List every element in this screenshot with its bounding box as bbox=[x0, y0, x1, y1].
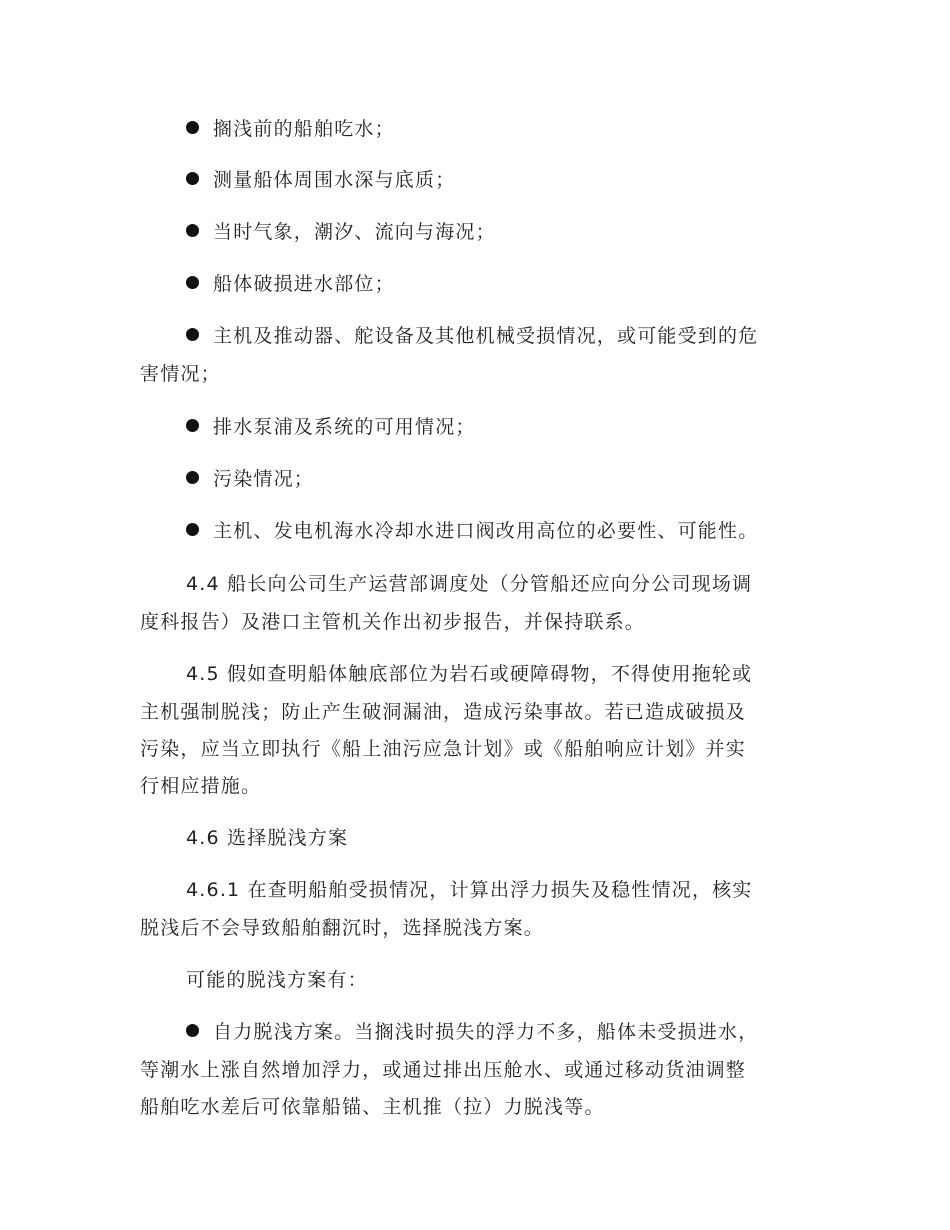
bullet-item bbox=[186, 324, 856, 348]
bullet-text: 主机、发电机海水冷却水进口阀改用高位的必要性、可能性。 bbox=[213, 520, 759, 542]
paragraph-4-5-line: 主机强制脱浅；防止产生破洞漏油，造成污染事故。若已造成破损及 bbox=[140, 701, 747, 723]
paragraph-4-4-line: 4.4 船长向公司生产运营部调度处（分管船还应向分公司现场调 bbox=[186, 573, 753, 595]
paragraph-4-5-line: 4.5 假如查明船体触底部位为岩石或硬障碍物，不得使用拖轮或 bbox=[186, 663, 753, 685]
bullet-icon bbox=[186, 276, 199, 289]
bullet-text: 当时气象，潮汐、流向与海况； bbox=[213, 221, 496, 243]
bullet-text: 主机及推动器、舵设备及其他机械受损情况，或可能受到的危 bbox=[213, 325, 759, 347]
bullet-text: 测量船体周围水深与底质； bbox=[213, 169, 456, 191]
bullet-icon bbox=[186, 172, 199, 185]
bullet-icon bbox=[186, 419, 199, 432]
bullet-icon bbox=[186, 523, 199, 536]
paragraph-4-5-line: 行相应措施。 bbox=[140, 775, 262, 797]
bullet-item bbox=[186, 1020, 856, 1044]
bullet-item bbox=[186, 117, 856, 141]
bullet-icon bbox=[186, 224, 199, 237]
bullet-item bbox=[186, 415, 856, 439]
bullet-icon bbox=[186, 471, 199, 484]
paragraph-4-6-1-line: 脱浅后不会导致船舶翻沉时，选择脱浅方案。 bbox=[140, 917, 545, 939]
bullet-item bbox=[186, 220, 856, 244]
bullet-text: 船体破损进水部位； bbox=[213, 273, 395, 295]
bullet-text: 搁浅前的船舶吃水； bbox=[213, 118, 395, 140]
bullet-icon bbox=[186, 328, 199, 341]
bullet-continuation: 害情况； bbox=[140, 363, 221, 385]
bullet-text: 污染情况； bbox=[213, 468, 315, 490]
bullet-item bbox=[186, 168, 856, 192]
options-intro: 可能的脱浅方案有： bbox=[186, 969, 368, 991]
paragraph-4-6-1-line: 4.6.1 在查明船舶受损情况，计算出浮力损失及稳性情况，核实 bbox=[186, 879, 753, 901]
bullet-icon bbox=[186, 1024, 199, 1037]
section-heading-4-6: 4.6 选择脱浅方案 bbox=[186, 827, 349, 849]
bullet-item bbox=[186, 519, 856, 543]
paragraph-4-4-line: 度科报告）及港口主管机关作出初步报告，并保持联系。 bbox=[140, 611, 646, 633]
bullet-item bbox=[186, 272, 856, 296]
bullet-text: 排水泵浦及系统的可用情况； bbox=[213, 416, 476, 438]
paragraph-4-5-line: 污染，应当立即执行《船上油污应急计划》或《船舶响应计划》并实 bbox=[140, 738, 747, 760]
bullet-icon bbox=[186, 121, 199, 134]
bullet-continuation: 等潮水上涨自然增加浮力，或通过排出压舱水、或通过移动货油调整 bbox=[140, 1059, 747, 1081]
bullet-text: 自力脱浅方案。当搁浅时损失的浮力不多，船体未受损进水， bbox=[213, 1021, 759, 1043]
bullet-item bbox=[186, 467, 856, 491]
bullet-continuation: 船舶吃水差后可依靠船锚、主机推（拉）力脱浅等。 bbox=[140, 1096, 605, 1118]
